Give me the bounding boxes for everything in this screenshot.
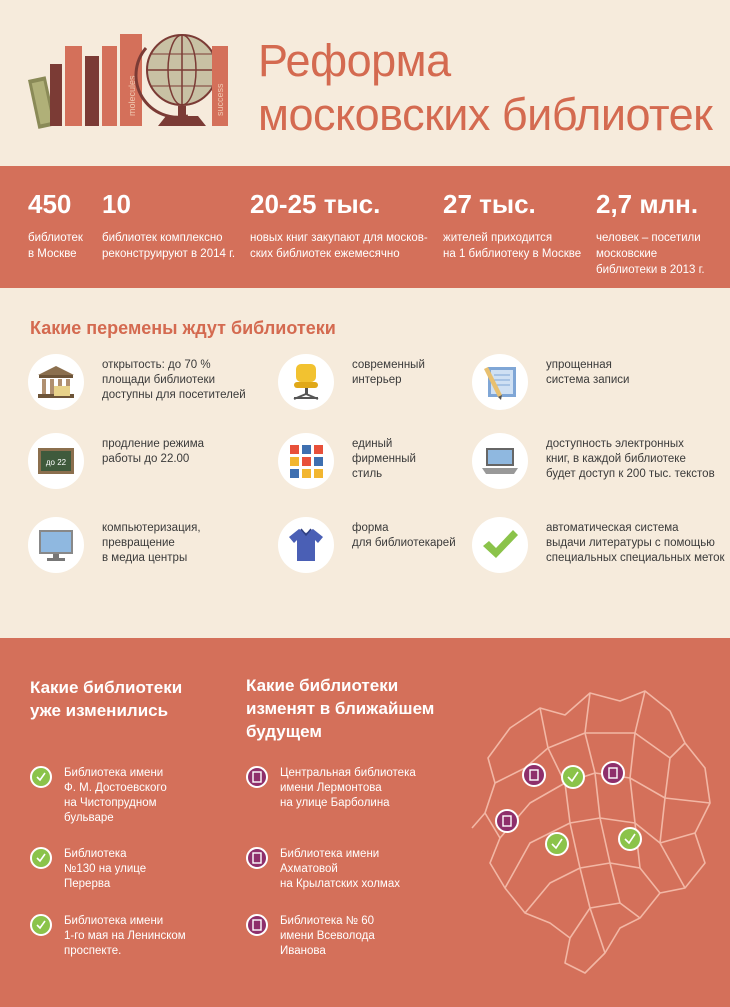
title-line: Какие библиотеки	[30, 678, 183, 697]
text-line: компьютеризация,	[102, 522, 201, 534]
map-marker-planned-1	[523, 764, 545, 786]
stat-residents	[443, 188, 581, 262]
books-and-globe-illustration	[20, 20, 260, 160]
planned-marker-icon	[246, 847, 268, 869]
text-line: доступность электронных	[546, 438, 684, 450]
change-item-text	[546, 358, 629, 388]
stat-value: 10	[102, 189, 131, 219]
change-item-text	[352, 437, 416, 482]
title-line-2: московских библиотек	[258, 89, 713, 140]
stat-desc-line: человек – посетили	[596, 232, 701, 244]
change-item-text	[546, 437, 715, 482]
text-line: имени Всеволода	[280, 930, 375, 942]
text-line: площади библиотеки	[102, 374, 215, 386]
registration-form-icon	[472, 354, 528, 410]
text-line: открытость: до 70 %	[102, 359, 211, 371]
stat-value: 450	[28, 189, 72, 219]
done-marker-icon	[30, 766, 52, 788]
text-line: современный	[352, 359, 425, 371]
text-line: система записи	[546, 374, 630, 386]
text-line: специальных специальных меток	[546, 552, 725, 564]
text-line: продление режима	[102, 438, 205, 450]
map-marker-planned-3	[496, 810, 518, 832]
stat-visitors	[596, 188, 705, 278]
laptop-icon	[472, 433, 528, 489]
changes-section	[0, 288, 730, 638]
stat-desc-line: реконструируют в 2014 г.	[102, 248, 236, 260]
text-line: Ф. М. Достоевского	[64, 782, 167, 794]
chalkboard-icon	[28, 433, 84, 489]
stat-desc-line: библиотек	[28, 232, 83, 244]
done-marker-icon	[30, 847, 52, 869]
stat-description	[250, 230, 428, 262]
text-line: Библиотека имени	[280, 848, 380, 860]
text-line: интерьер	[352, 374, 402, 386]
stat-desc-line: на 1 библиотеку в Москве	[443, 248, 582, 260]
stat-new-books	[250, 188, 428, 262]
library-text	[280, 847, 400, 892]
map-marker-done-1	[562, 766, 584, 788]
stat-desc-line: библиотек комплексно	[102, 232, 223, 244]
stat-value: 27 тыс.	[443, 189, 536, 219]
change-item-text	[102, 437, 204, 467]
library-building-icon	[28, 354, 84, 410]
planned-marker-icon	[246, 766, 268, 788]
stat-description	[28, 230, 83, 262]
text-line: Библиотека	[64, 848, 127, 860]
libraries-section	[0, 638, 730, 1007]
text-line: на Крылатских холмах	[280, 878, 400, 890]
title-line: уже изменились	[30, 701, 169, 720]
header	[0, 0, 730, 166]
stat-description	[596, 230, 705, 278]
moscow-districts-map	[470, 673, 720, 993]
title-line: Какие библиотеки	[246, 676, 399, 695]
library-text	[280, 914, 375, 959]
title-line-1: Реформа	[258, 35, 451, 86]
shirt-icon	[278, 517, 334, 573]
map-marker-done-3	[619, 828, 641, 850]
stat-reconstruct	[102, 188, 235, 262]
book-spine-label-2: success	[215, 83, 225, 116]
stat-desc-line: жителей приходится	[443, 232, 553, 244]
map-marker-done-2	[546, 833, 568, 855]
text-line: выдачи литературы с помощью	[546, 537, 715, 549]
page-title	[258, 34, 712, 142]
text-line: книг, в каждой библиотеке	[546, 453, 686, 465]
text-line: стиль	[352, 468, 383, 480]
text-line: фирменный	[352, 453, 416, 465]
library-text	[64, 847, 146, 892]
change-item-text	[102, 521, 201, 566]
change-item-text	[546, 521, 725, 566]
text-line: бульваре	[64, 812, 114, 824]
library-text	[280, 766, 416, 811]
text-line: в медиа центры	[102, 552, 188, 564]
text-line: Ахматовой	[280, 863, 338, 875]
stat-desc-line: ских библиотек ежемесячно	[250, 248, 400, 260]
changes-title: Какие перемены ждут библиотеки	[30, 318, 336, 338]
title-line: изменят в ближайшем	[246, 699, 435, 718]
change-item-text	[102, 358, 246, 403]
changed-title	[30, 676, 182, 722]
text-line: автоматическая система	[546, 522, 679, 534]
book-spine-label-1: molecules	[127, 75, 137, 116]
text-line: на Чистопрудном	[64, 797, 157, 809]
monitor-icon	[28, 517, 84, 573]
text-line: форма	[352, 522, 389, 534]
title-line: будущем	[246, 722, 322, 741]
office-chair-icon	[278, 354, 334, 410]
planned-marker-icon	[246, 914, 268, 936]
stat-value: 20-25 тыс.	[250, 189, 381, 219]
text-line: №130 на улице	[64, 863, 147, 875]
text-line: Библиотека № 60	[280, 915, 375, 927]
text-line: единый	[352, 438, 393, 450]
text-line: на улице Барболина	[280, 797, 390, 809]
chalkboard-text: до 22	[45, 458, 67, 467]
map-marker-planned-2	[602, 762, 624, 784]
text-line: проспекте.	[64, 945, 122, 957]
text-line: упрощенная	[546, 359, 612, 371]
checkmark-icon	[472, 517, 528, 573]
text-line: имени Лермонтова	[280, 782, 382, 794]
stat-desc-line: московские	[596, 248, 658, 260]
stat-desc-line: библиотеки в 2013 г.	[596, 264, 705, 276]
text-line: превращение	[102, 537, 175, 549]
text-line: Центральная библиотека	[280, 767, 416, 779]
stats-band	[0, 166, 730, 288]
text-line: Иванова	[280, 945, 326, 957]
text-line: Перерва	[64, 878, 111, 890]
library-text	[64, 766, 167, 826]
stat-value: 2,7 млн.	[596, 189, 699, 219]
change-item-text	[352, 521, 456, 551]
stat-desc-line: в Москве	[28, 248, 77, 260]
library-text	[64, 914, 186, 959]
stat-libraries	[28, 188, 83, 262]
done-marker-icon	[30, 914, 52, 936]
change-item-text	[352, 358, 425, 388]
text-line: работы до 22.00	[102, 453, 190, 465]
future-title	[246, 674, 434, 743]
stat-desc-line: новых книг закупают для москов-	[250, 232, 428, 244]
text-line: для библиотекарей	[352, 537, 456, 549]
text-line: 1-го мая на Ленинском	[64, 930, 186, 942]
stat-description	[102, 230, 235, 262]
text-line: Библиотека имени	[64, 915, 164, 927]
text-line: будет доступ к 200 тыс. текстов	[546, 468, 715, 480]
text-line: Библиотека имени	[64, 767, 164, 779]
stat-description	[443, 230, 581, 262]
text-line: доступны для посетителей	[102, 389, 246, 401]
color-grid-icon	[278, 433, 334, 489]
